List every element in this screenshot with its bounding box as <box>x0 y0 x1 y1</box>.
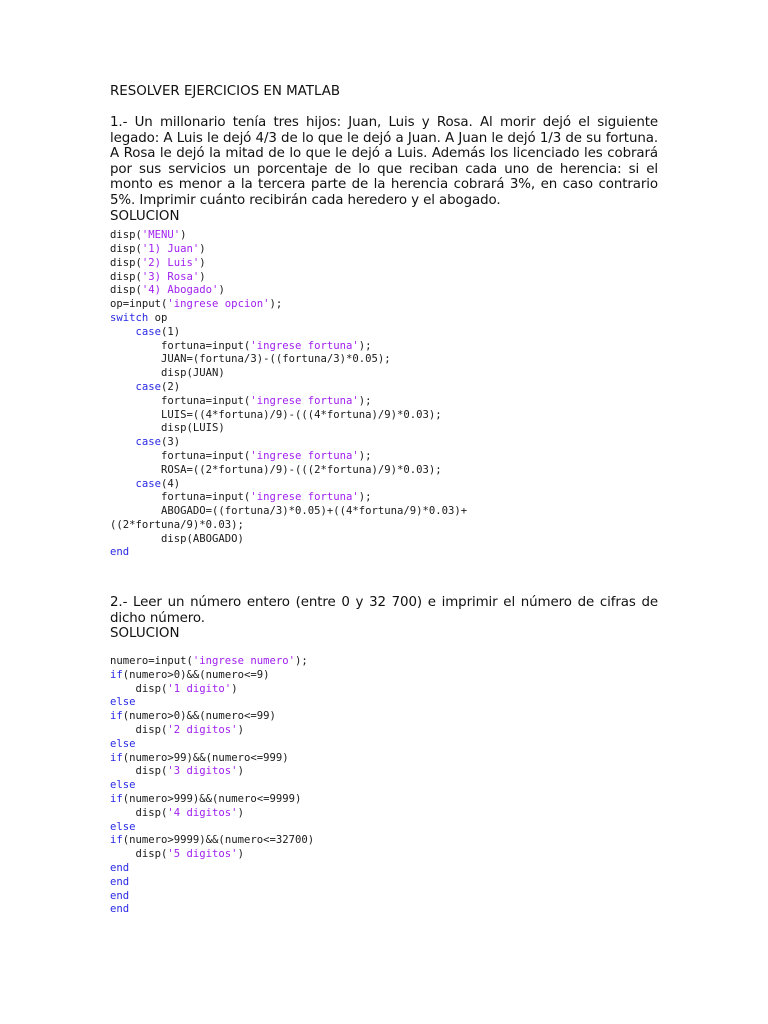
code-keyword: if <box>110 751 123 764</box>
code-line <box>110 696 658 710</box>
code-text: ) <box>180 229 187 242</box>
code-line <box>110 765 658 779</box>
code-line <box>110 505 658 519</box>
code-text: ); <box>358 339 372 352</box>
code-line <box>110 890 658 904</box>
code-keyword: case <box>135 436 162 449</box>
code-text: disp( <box>110 724 168 737</box>
code-keyword: if <box>110 668 123 681</box>
code-text: ); <box>294 655 308 668</box>
code-line <box>110 284 658 298</box>
code-string: 'ingrese fortuna' <box>250 449 359 462</box>
exercise-1 <box>110 115 658 560</box>
exercise-1-solution-label: SOLUCION <box>110 208 180 224</box>
code-text: fortuna=input( <box>110 339 251 352</box>
code-line <box>110 683 658 697</box>
code-line <box>110 821 658 835</box>
code-text: ); <box>358 449 372 462</box>
code-string: '3) Rosa' <box>141 270 200 283</box>
code-text: (numero>999)&&(numero<=9999) <box>122 793 302 806</box>
code-string: 'ingrese numero' <box>192 655 295 668</box>
code-text: numero=input( <box>110 655 193 668</box>
document-page <box>110 84 658 917</box>
code-line <box>110 519 658 533</box>
code-text <box>110 436 136 448</box>
code-keyword: else <box>110 696 136 709</box>
code-line <box>110 669 658 683</box>
code-line <box>110 478 658 492</box>
exercise-2-statement: 2.- Leer un número entero (entre 0 y 32 700) e imprimir el número de cifras de dicho número. <box>110 595 658 626</box>
exercise-2-solution-label: SOLUCION <box>110 626 180 642</box>
code-text: disp( <box>110 270 142 283</box>
code-keyword: switch <box>110 311 149 324</box>
code-keyword: case <box>135 380 162 393</box>
code-text: LUIS=((4*fortuna)/9)-(((4*fortuna)/9)*0.03); <box>110 408 442 421</box>
code-keyword: else <box>110 737 136 750</box>
code-text: disp( <box>110 229 142 242</box>
code-text: ) <box>237 724 244 737</box>
code-string: '5 digitos' <box>167 848 238 861</box>
code-text: ) <box>218 284 225 297</box>
document-title: RESOLVER EJERCICIOS EN MATLAB <box>110 84 341 99</box>
code-keyword: if <box>110 834 123 847</box>
code-line <box>110 243 658 257</box>
code-line <box>110 779 658 793</box>
code-text: disp(JUAN) <box>110 367 225 380</box>
code-text <box>110 381 136 393</box>
code-keyword: if <box>110 793 123 806</box>
code-text: (numero>99)&&(numero<=999) <box>122 751 289 764</box>
code-text: disp( <box>110 284 142 297</box>
code-line <box>110 367 658 381</box>
code-text: disp( <box>110 765 168 778</box>
code-text: (2) <box>161 380 181 393</box>
code-text: (3) <box>161 436 181 449</box>
code-keyword: case <box>135 325 162 338</box>
code-line <box>110 229 658 243</box>
code-text: ) <box>237 848 244 861</box>
code-line <box>110 752 658 766</box>
code-line <box>110 298 658 312</box>
code-string: 'ingrese opcion' <box>167 298 270 311</box>
code-line <box>110 738 658 752</box>
code-text: disp( <box>110 242 142 255</box>
code-text: disp( <box>110 848 168 861</box>
code-text: (numero>9999)&&(numero<=32700) <box>122 834 315 847</box>
code-line <box>110 862 658 876</box>
code-line <box>110 546 658 560</box>
code-line <box>110 533 658 547</box>
code-text: ); <box>358 394 372 407</box>
code-text: ) <box>231 682 238 695</box>
code-line <box>110 464 658 478</box>
exercise-2-code-block <box>110 655 658 917</box>
code-line <box>110 340 658 354</box>
code-string: '1 digito' <box>167 682 232 695</box>
code-line <box>110 793 658 807</box>
code-line <box>110 395 658 409</box>
code-line <box>110 710 658 724</box>
code-text: ); <box>358 491 372 504</box>
code-string: '2) Luis' <box>141 256 200 269</box>
code-text: op=input( <box>110 298 168 311</box>
code-keyword: end <box>110 875 130 888</box>
code-text: disp(ABOGADO) <box>110 532 244 545</box>
code-text: (1) <box>161 325 181 338</box>
code-text: ); <box>269 298 283 311</box>
code-line <box>110 353 658 367</box>
code-line <box>110 257 658 271</box>
code-line <box>110 409 658 423</box>
code-line <box>110 724 658 738</box>
code-line <box>110 807 658 821</box>
code-string: '1) Juan' <box>141 242 200 255</box>
exercise-2 <box>110 595 658 917</box>
code-keyword: else <box>110 820 136 833</box>
code-text: disp( <box>110 256 142 269</box>
code-text: ROSA=((2*fortuna)/9)-(((2*fortuna)/9)*0.03); <box>110 463 442 476</box>
code-text: JUAN=(fortuna/3)-((fortuna/3)*0.05); <box>110 353 391 366</box>
code-keyword: case <box>135 477 162 490</box>
code-keyword: else <box>110 779 136 792</box>
code-string: 'ingrese fortuna' <box>250 339 359 352</box>
code-line <box>110 450 658 464</box>
code-text: ) <box>199 242 206 255</box>
code-text: (4) <box>161 477 181 490</box>
code-line <box>110 491 658 505</box>
code-line <box>110 834 658 848</box>
code-line <box>110 326 658 340</box>
code-string: 'ingrese fortuna' <box>250 491 359 504</box>
code-text: fortuna=input( <box>110 491 251 504</box>
code-string: '2 digitos' <box>167 724 238 737</box>
exercise-1-statement: 1.- Un millonario tenía tres hijos: Juan, Luis y Rosa. Al morir dejó el siguiente legado: A Luis le dejó 4/3 de lo que le dejó a Juan. A Juan le dejó 1/3 de su fortuna. A Rosa le dejó la mitad de lo que le dejó a Luis. Además los licenciado les cobrará por sus servicios un porcentaje de lo que reciban cada uno de herencia: si el monto es menor a la tercera parte de la herencia cobrará 3%, en caso contrario 5%. Imprimir cuánto recibirán cada heredero y el abogado. <box>110 115 658 208</box>
code-text: disp( <box>110 806 168 819</box>
code-text: (numero>0)&&(numero<=9) <box>122 668 270 681</box>
code-line <box>110 271 658 285</box>
code-text: fortuna=input( <box>110 394 251 407</box>
code-line <box>110 422 658 436</box>
code-line <box>110 381 658 395</box>
code-text <box>110 326 136 338</box>
code-text: disp(LUIS) <box>110 422 225 435</box>
code-keyword: end <box>110 889 130 902</box>
code-string: '3 digitos' <box>167 765 238 778</box>
code-line <box>110 848 658 862</box>
code-text <box>110 478 136 490</box>
code-text: ) <box>237 806 244 819</box>
code-string: 'ingrese fortuna' <box>250 394 359 407</box>
code-line <box>110 436 658 450</box>
code-string: '4) Abogado' <box>141 284 219 297</box>
code-line <box>110 903 658 917</box>
code-text: disp( <box>110 682 168 695</box>
code-keyword: end <box>110 862 130 875</box>
code-string: '4 digitos' <box>167 806 238 819</box>
code-line <box>110 312 658 326</box>
code-text: fortuna=input( <box>110 449 251 462</box>
exercise-1-code-block <box>110 229 658 560</box>
code-text: ABOGADO=((fortuna/3)*0.05)+((4*fortuna/9)*0.03)+ <box>110 505 468 518</box>
code-text: op <box>148 311 168 324</box>
code-text: ) <box>199 270 206 283</box>
code-keyword: end <box>110 903 130 916</box>
code-string: 'MENU' <box>141 229 181 242</box>
code-line <box>110 876 658 890</box>
code-line <box>110 655 658 669</box>
code-text: ) <box>199 256 206 269</box>
code-keyword: if <box>110 710 123 723</box>
code-text: ((2*fortuna/9)*0.03); <box>110 518 244 531</box>
code-keyword: end <box>110 546 130 559</box>
code-text: ) <box>237 765 244 778</box>
code-text: (numero>0)&&(numero<=99) <box>122 710 276 723</box>
